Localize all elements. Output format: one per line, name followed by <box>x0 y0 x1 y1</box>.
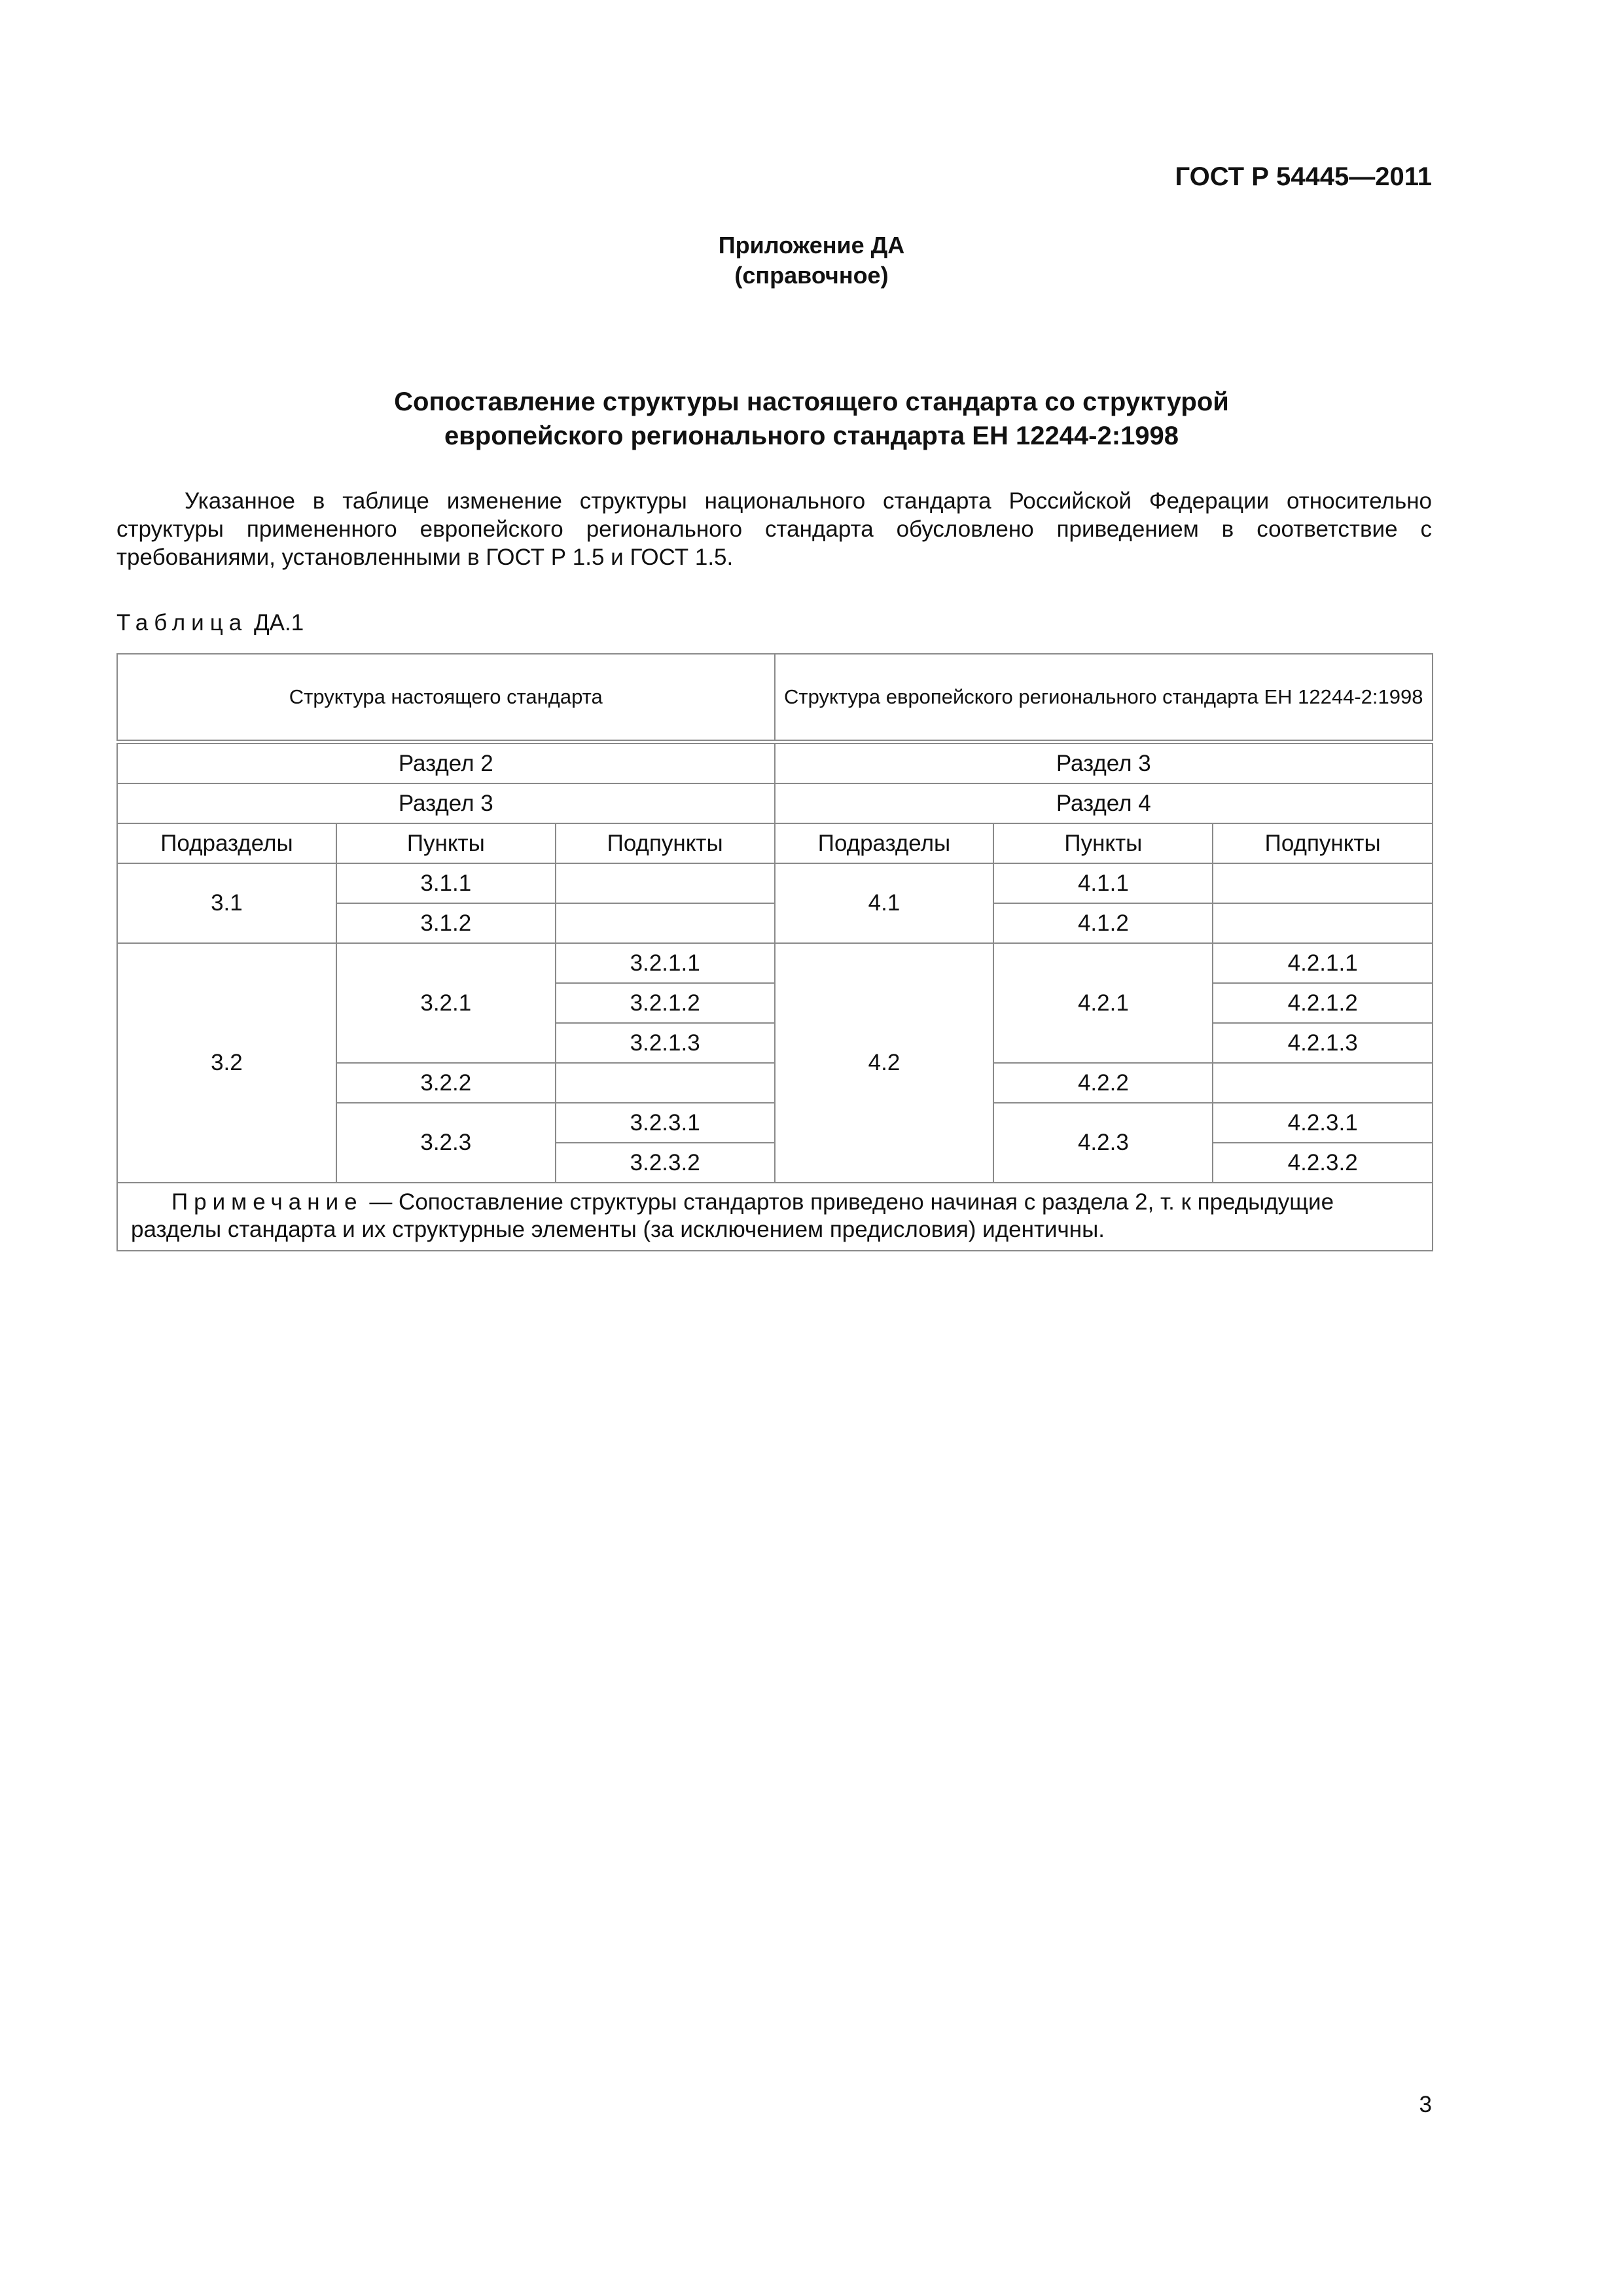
cell-subclause-empty <box>1213 863 1433 903</box>
table-row <box>117 943 1433 983</box>
table-caption-id: ДА.1 <box>253 610 304 636</box>
cell-subclause: 4.2.1.3 <box>1213 1023 1433 1063</box>
col-header-subclauses-left: Подпункты <box>556 823 775 863</box>
section-title <box>0 385 1623 453</box>
cell-clause: 4.2.3 <box>993 1103 1213 1183</box>
cell-subclause: 3.2.3.2 <box>556 1143 775 1183</box>
cell-subclause: 4.2.3.2 <box>1213 1143 1433 1183</box>
right-section-cell: Раздел 4 <box>775 783 1433 823</box>
cell-clause: 3.1.1 <box>336 863 556 903</box>
page-number: 3 <box>1419 2092 1432 2117</box>
table-row <box>117 742 1433 784</box>
col-header-subclauses-right: Подпункты <box>1213 823 1433 863</box>
appendix-subtitle: (справочное) <box>734 262 889 289</box>
table-row <box>117 863 1433 903</box>
cell-subclause: 3.2.1.1 <box>556 943 775 983</box>
appendix-heading <box>0 230 1623 291</box>
document-number: ГОСТ Р 54445—2011 <box>1175 162 1432 191</box>
cell-subclause-empty <box>556 863 775 903</box>
cell-subclause-empty <box>556 1063 775 1103</box>
cell-subclause: 4.2.1.2 <box>1213 983 1433 1023</box>
cell-subclause: 3.2.1.2 <box>556 983 775 1023</box>
cell-subsection: 4.2 <box>775 943 994 1183</box>
table-row <box>117 783 1433 823</box>
table-caption <box>116 610 304 636</box>
cell-clause: 4.1.1 <box>993 863 1213 903</box>
cell-subsection: 3.2 <box>117 943 336 1183</box>
cell-subclause-empty <box>1213 1063 1433 1103</box>
left-section-cell: Раздел 2 <box>117 742 775 784</box>
table-caption-prefix: Таблица <box>116 610 248 636</box>
cell-clause: 4.1.2 <box>993 903 1213 943</box>
cell-clause: 4.2.1 <box>993 943 1213 1063</box>
col-header-subsections-left: Подразделы <box>117 823 336 863</box>
cell-clause: 4.2.2 <box>993 1063 1213 1103</box>
table-note <box>117 1183 1433 1251</box>
cell-clause: 3.1.2 <box>336 903 556 943</box>
cell-subsection: 3.1 <box>117 863 336 943</box>
header-european-structure: Структура европейского регионального стандарта ЕН 12244-2:1998 <box>775 654 1433 742</box>
appendix-title: Приложение ДА <box>718 232 905 259</box>
cell-clause: 3.2.1 <box>336 943 556 1063</box>
col-header-subsections-right: Подразделы <box>775 823 994 863</box>
section-title-line-1: Сопоставление структуры настоящего стандарта со структурой <box>394 387 1229 416</box>
header-national-structure: Структура настоящего стандарта <box>117 654 775 742</box>
cell-clause: 3.2.3 <box>336 1103 556 1183</box>
cell-subclause-empty <box>556 903 775 943</box>
cell-subsection: 4.1 <box>775 863 994 943</box>
col-header-clauses-right: Пункты <box>993 823 1213 863</box>
cell-clause: 3.2.2 <box>336 1063 556 1103</box>
table-note-row <box>117 1183 1433 1251</box>
comparison-table <box>116 653 1433 1251</box>
intro-paragraph: Указанное в таблице изменение структуры национального стандарта Российской Федерации относительно структуры примененного европейского регионального стандарта обусловлено приведением в соответствие с требованиями, установленными в ГОСТ Р 1.5 и ГОСТ 1.5. <box>116 488 1432 570</box>
right-section-cell: Раздел 3 <box>775 742 1433 784</box>
left-section-cell: Раздел 3 <box>117 783 775 823</box>
cell-subclause: 3.2.3.1 <box>556 1103 775 1143</box>
column-header-row <box>117 823 1433 863</box>
col-header-clauses-left: Пункты <box>336 823 556 863</box>
cell-subclause: 4.2.3.1 <box>1213 1103 1433 1143</box>
cell-subclause: 4.2.1.1 <box>1213 943 1433 983</box>
cell-subclause: 3.2.1.3 <box>556 1023 775 1063</box>
cell-subclause-empty <box>1213 903 1433 943</box>
section-title-line-2: европейского регионального стандарта ЕН 12244-2:1998 <box>444 422 1179 450</box>
table-header-row <box>117 654 1433 742</box>
note-label: Примечание <box>171 1189 363 1215</box>
note-text: — Сопоставление структуры стандартов приведено начиная с раздела 2, т. к предыдущие разделы стандарта и их структурные элементы (за исключением предисловия) идентичны. <box>131 1189 1334 1242</box>
